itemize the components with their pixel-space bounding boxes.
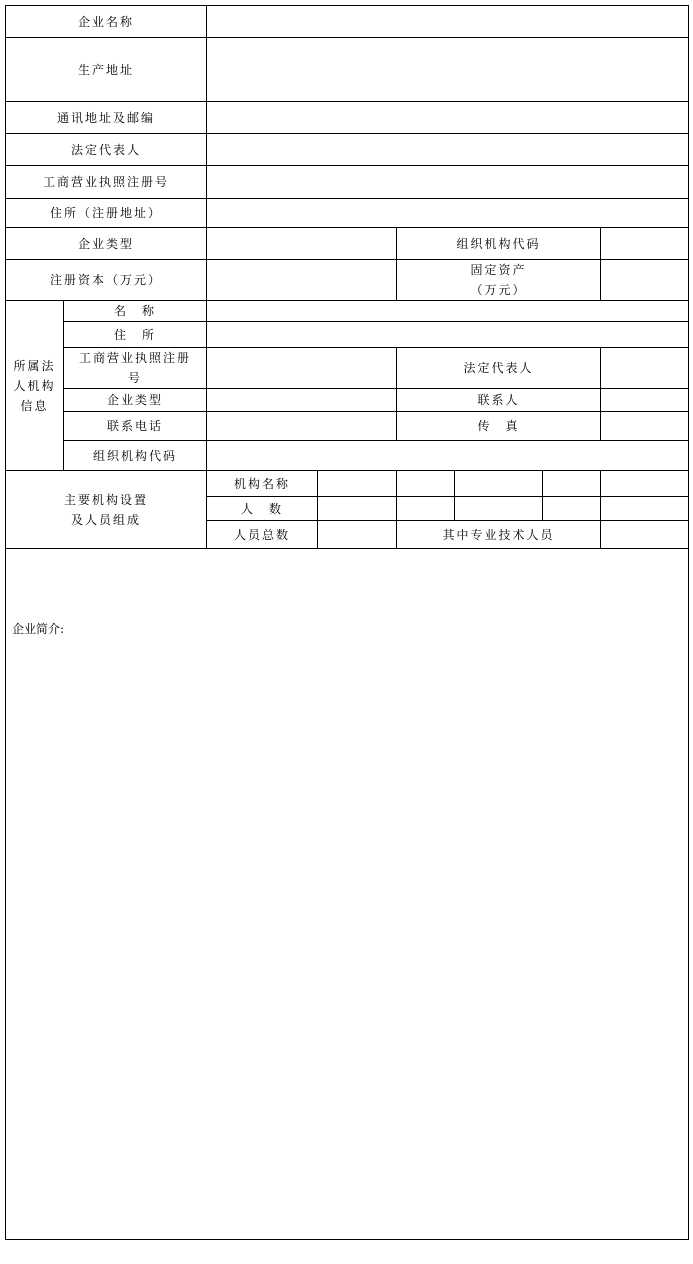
- affiliate-name-label: 名 称: [64, 301, 207, 322]
- structure-section-label: [6, 471, 207, 549]
- dept-name-cell[interactable]: [397, 471, 455, 497]
- registered-address-label: 住所（注册地址）: [6, 199, 207, 228]
- headcount-cell[interactable]: [543, 497, 601, 521]
- headcount-label: 人 数: [207, 497, 318, 521]
- business-license-label: 工商营业执照注册号: [6, 166, 207, 199]
- enterprise-type-label: 企业类型: [6, 228, 207, 260]
- headcount-cell[interactable]: [601, 497, 689, 521]
- enterprise-intro-label: 企业简介:: [12, 622, 65, 636]
- fixed-assets-label-line1: 固定资产: [470, 263, 527, 277]
- dept-name-cell[interactable]: [318, 471, 397, 497]
- affiliate-section-label-line3: 信息: [20, 398, 49, 413]
- fixed-assets-label: [397, 260, 601, 301]
- affiliate-section-label-line2: 人机构: [13, 378, 56, 393]
- affiliate-phone-field[interactable]: [207, 412, 397, 441]
- affiliate-type-field[interactable]: [207, 389, 397, 412]
- dept-name-cell[interactable]: [601, 471, 689, 497]
- legal-representative-label: 法定代表人: [6, 134, 207, 166]
- headcount-cell[interactable]: [318, 497, 397, 521]
- enterprise-registration-form: [5, 5, 689, 1240]
- production-address-label: 生产地址: [6, 38, 207, 102]
- affiliate-license-label-line1: 工商营业执照注册: [79, 351, 192, 365]
- affiliate-type-label: 企业类型: [64, 389, 207, 412]
- mailing-address-field[interactable]: [207, 102, 689, 134]
- business-license-field[interactable]: [207, 166, 689, 199]
- structure-section-label-line1: 主要机构设置: [64, 492, 149, 507]
- affiliate-residence-label: 住 所: [64, 322, 207, 348]
- fixed-assets-field[interactable]: [601, 260, 689, 301]
- tech-staff-label: 其中专业技术人员: [397, 521, 601, 549]
- tech-staff-field[interactable]: [601, 521, 689, 549]
- headcount-cell[interactable]: [397, 497, 455, 521]
- affiliate-org-code-field[interactable]: [207, 441, 689, 471]
- affiliate-org-code-label: 组织机构代码: [64, 441, 207, 471]
- registered-address-field[interactable]: [207, 199, 689, 228]
- affiliate-contact-field[interactable]: [601, 389, 689, 412]
- headcount-cell[interactable]: [455, 497, 543, 521]
- mailing-address-label: 通讯地址及邮编: [6, 102, 207, 134]
- affiliate-license-label: [64, 348, 207, 389]
- affiliate-legal-rep-label: 法定代表人: [397, 348, 601, 389]
- dept-name-cell[interactable]: [455, 471, 543, 497]
- affiliate-fax-field[interactable]: [601, 412, 689, 441]
- org-code-label: 组织机构代码: [397, 228, 601, 260]
- total-staff-field[interactable]: [318, 521, 397, 549]
- dept-name-cell[interactable]: [543, 471, 601, 497]
- affiliate-license-label-line2: 号: [128, 371, 143, 385]
- fixed-assets-label-line2: （万元）: [470, 283, 527, 297]
- affiliate-fax-label: 传 真: [397, 412, 601, 441]
- dept-name-label: 机构名称: [207, 471, 318, 497]
- affiliate-section-label: [6, 301, 64, 471]
- registered-capital-label: 注册资本（万元）: [6, 260, 207, 301]
- affiliate-residence-field[interactable]: [207, 322, 689, 348]
- affiliate-phone-label: 联系电话: [64, 412, 207, 441]
- affiliate-legal-rep-field[interactable]: [601, 348, 689, 389]
- legal-representative-field[interactable]: [207, 134, 689, 166]
- affiliate-section-label-line1: 所属法: [13, 358, 56, 373]
- registered-capital-field[interactable]: [207, 260, 397, 301]
- production-address-field[interactable]: [207, 38, 689, 102]
- enterprise-name-field[interactable]: [207, 6, 689, 38]
- structure-section-label-line2: 及人员组成: [71, 512, 142, 527]
- enterprise-type-field[interactable]: [207, 228, 397, 260]
- enterprise-intro-area[interactable]: [6, 549, 689, 1240]
- affiliate-license-field[interactable]: [207, 348, 397, 389]
- enterprise-name-label: 企业名称: [6, 6, 207, 38]
- affiliate-name-field[interactable]: [207, 301, 689, 322]
- org-code-field[interactable]: [601, 228, 689, 260]
- total-staff-label: 人员总数: [207, 521, 318, 549]
- affiliate-contact-label: 联系人: [397, 389, 601, 412]
